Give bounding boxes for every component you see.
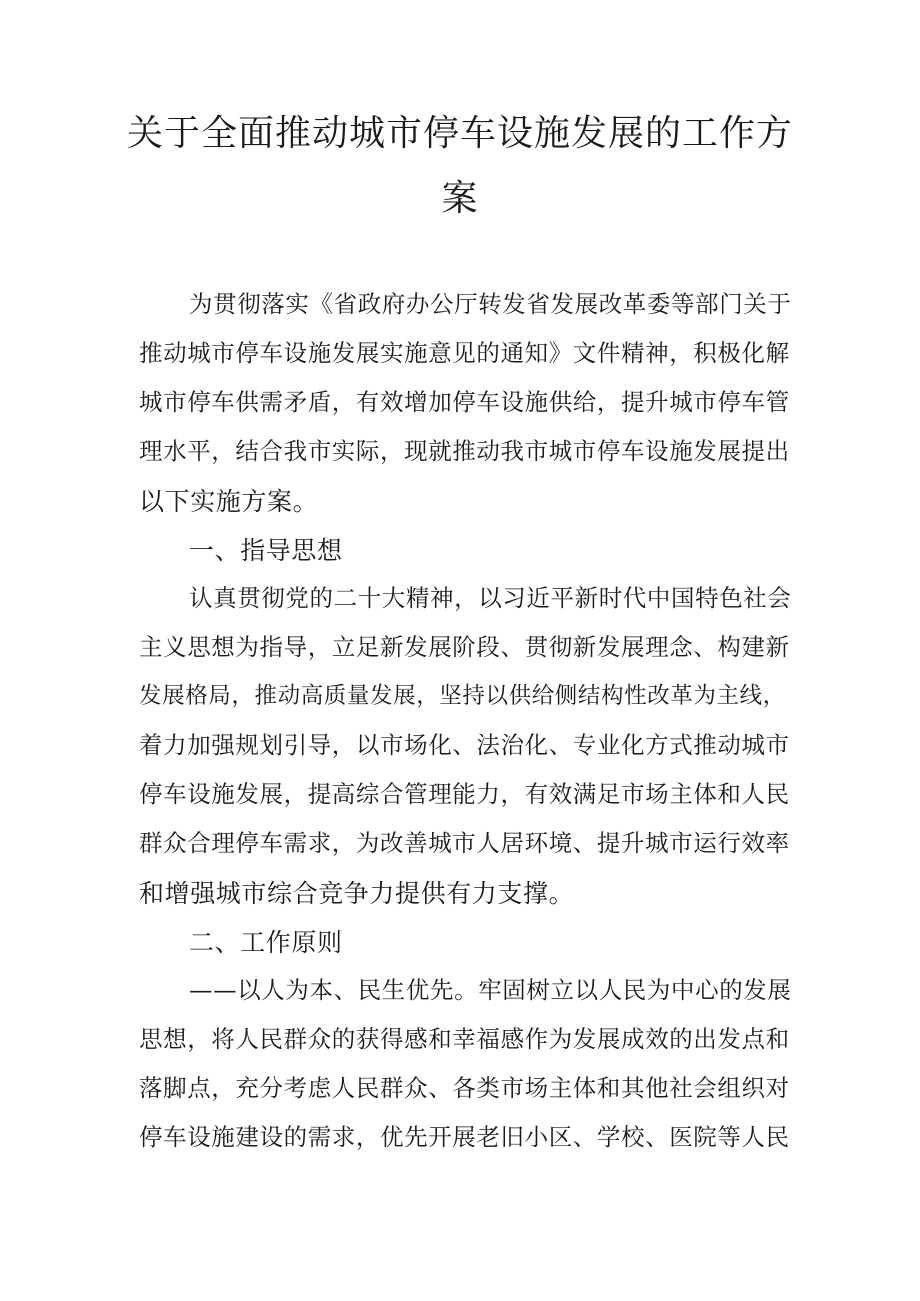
paragraph-principle-line-1: ——以人为本、民生优先。牢固树立以人民为中心的发展	[189, 976, 792, 1004]
paragraph-ideology-line-4: 着力加强规划引导，以市场化、法治化、专业化方式推动城市	[139, 731, 790, 759]
document-title-line-1: 关于全面推动城市停车设施发展的工作方	[126, 113, 793, 154]
section-heading-work-principles: 二、工作原则	[189, 928, 343, 957]
document-title-line-2: 案	[441, 178, 479, 219]
paragraph-intro-line-2: 推动城市停车设施发展实施意见的通知》文件精神，积极化解	[139, 339, 790, 367]
paragraph-intro-line-1: 为贯彻落实《省政府办公厅转发省发展改革委等部门关于	[189, 290, 792, 318]
section-heading-guiding-ideology: 一、指导思想	[189, 536, 343, 565]
paragraph-intro-line-3: 城市停车供需矛盾，有效增加停车设施供给，提升城市停车管	[139, 388, 790, 416]
paragraph-ideology-line-6: 群众合理停车需求，为改善城市人居环境、提升城市运行效率	[139, 829, 790, 857]
paragraph-principle-line-2: 思想，将人民群众的获得感和幸福感作为发展成效的出发点和	[139, 1025, 790, 1053]
paragraph-ideology-line-7: 和增强城市综合竞争力提供有力支撑。	[139, 879, 575, 908]
paragraph-ideology-line-3: 发展格局，推动高质量发展，坚持以供给侧结构性改革为主线，	[139, 683, 786, 709]
paragraph-ideology-line-1: 认真贯彻党的二十大精神，以习近平新时代中国特色社会	[189, 584, 792, 612]
paragraph-intro-line-5: 以下实施方案。	[139, 487, 319, 516]
paragraph-ideology-line-5: 停车设施发展，提高综合管理能力，有效满足市场主体和人民	[139, 780, 790, 808]
paragraph-ideology-line-2: 主义思想为指导，立足新发展阶段、贯彻新发展理念、构建新	[139, 633, 790, 661]
paragraph-principle-line-4: 停车设施建设的需求，优先开展老旧小区、学校、医院等人民	[139, 1123, 790, 1151]
paragraph-principle-line-3: 落脚点，充分考虑人民群众、各类市场主体和其他社会组织对	[139, 1074, 790, 1102]
paragraph-intro-line-4: 理水平，结合我市实际，现就推动我市城市停车设施发展提出	[139, 437, 790, 465]
